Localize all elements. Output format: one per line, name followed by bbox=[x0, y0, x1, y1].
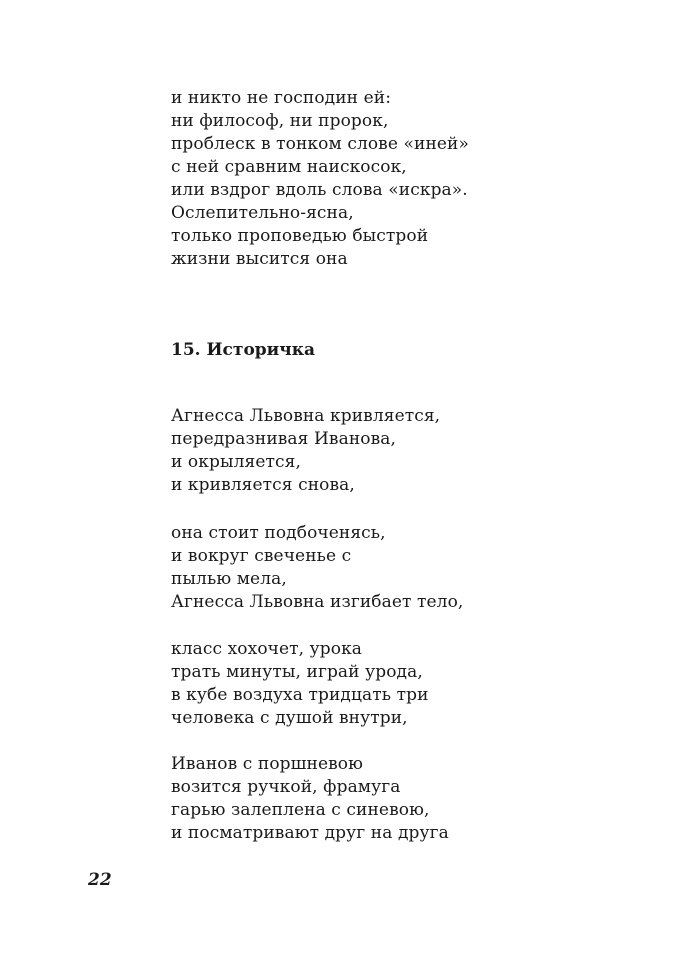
poem-line: передразнивая Иванова, bbox=[171, 429, 396, 449]
stanza bbox=[171, 405, 591, 497]
poem-line: Агнесса Львовна изгибает тело, bbox=[171, 592, 464, 612]
stanza bbox=[171, 753, 591, 845]
poem-line: возится ручкой, фрамуга bbox=[171, 777, 401, 797]
poem-line: гарью залеплена с синевою, bbox=[171, 800, 430, 820]
poem-continuation bbox=[171, 87, 591, 271]
stanza bbox=[171, 638, 591, 730]
poem-line: Ослепительно-ясна, bbox=[171, 203, 354, 223]
poem-line: класс хохочет, урока bbox=[171, 639, 363, 659]
poem-line: жизни высится она bbox=[171, 249, 348, 269]
poem-line: Агнесса Львовна кривляется, bbox=[171, 406, 441, 426]
poem-line: ни философ, ни пророк, bbox=[171, 111, 389, 131]
poem-line: или вздрог вдоль слова «искра». bbox=[171, 180, 468, 200]
poem-line: человека с душой внутри, bbox=[171, 708, 408, 728]
poem-line: только проповедью быстрой bbox=[171, 226, 429, 246]
poem-line: Иванов с поршневою bbox=[171, 754, 364, 774]
poem-line: и никто не господин ей: bbox=[171, 88, 392, 108]
page-number: 22 bbox=[88, 870, 112, 890]
poem-line: и посматривают друг на друга bbox=[171, 823, 449, 843]
poem-line: пылью мела, bbox=[171, 569, 287, 589]
poem-line: в кубе воздуха тридцать три bbox=[171, 685, 429, 705]
poem-line: она стоит подбоченясь, bbox=[171, 523, 386, 543]
poem-line: и кривляется снова, bbox=[171, 475, 355, 495]
poem-line: с ней сравним наискосок, bbox=[171, 157, 407, 177]
poem-line: проблеск в тонком слове «иней» bbox=[171, 134, 469, 154]
poem-line: трать минуты, играй урода, bbox=[171, 662, 423, 682]
poem-line: и окрыляется, bbox=[171, 452, 301, 472]
stanza bbox=[171, 522, 591, 614]
poem-line: и вокруг свеченье с bbox=[171, 546, 352, 566]
section-heading: 15. Историчка bbox=[171, 340, 316, 360]
